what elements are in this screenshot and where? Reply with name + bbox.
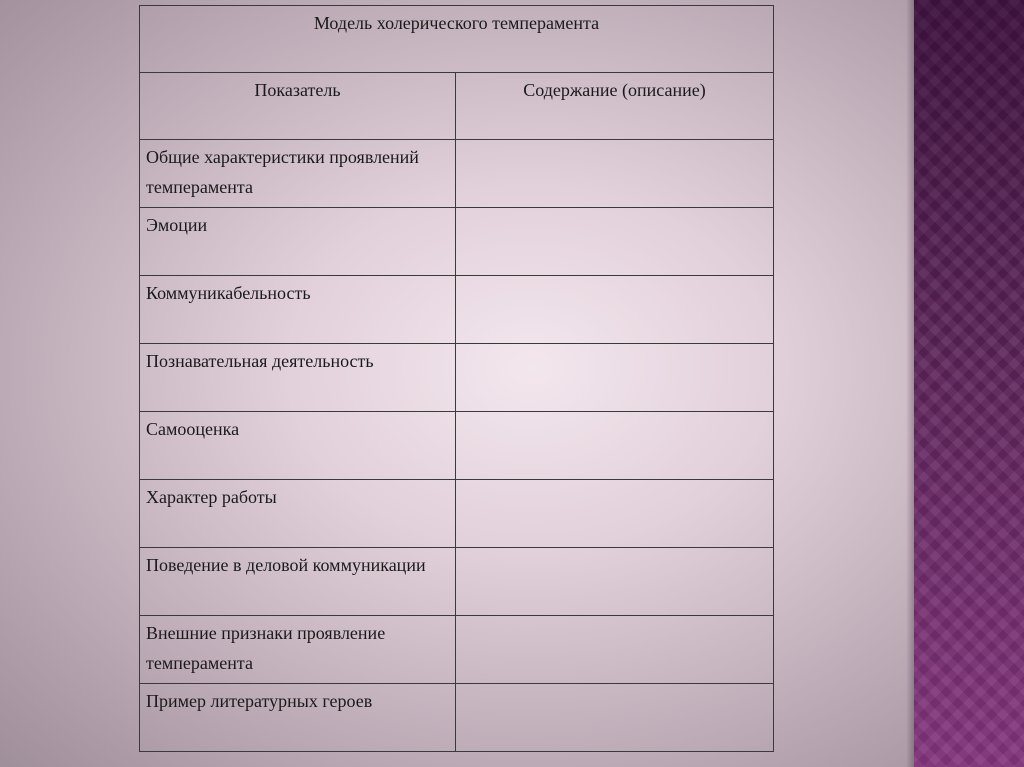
row-label: Внешние признаки проявление темперамента <box>140 616 456 684</box>
temperament-model-table <box>139 5 774 752</box>
row-label: Эмоции <box>140 208 456 276</box>
table-row <box>140 480 774 548</box>
table-title-row <box>140 6 774 73</box>
row-label: Характер работы <box>140 480 456 548</box>
row-label: Самооценка <box>140 412 456 480</box>
row-label: Коммуникабельность <box>140 276 456 344</box>
table-title: Модель холерического темперамента <box>140 6 774 73</box>
table-row <box>140 344 774 412</box>
row-content-cell <box>456 140 774 208</box>
table-row <box>140 208 774 276</box>
row-content-cell <box>456 548 774 616</box>
table-header-row <box>140 73 774 140</box>
table-row <box>140 684 774 752</box>
row-content-cell <box>456 276 774 344</box>
table-row <box>140 412 774 480</box>
row-content-cell <box>456 208 774 276</box>
column-header-content: Содержание (описание) <box>456 73 774 140</box>
row-content-cell <box>456 344 774 412</box>
column-header-indicator: Показатель <box>140 73 456 140</box>
row-label: Пример литературных героев <box>140 684 456 752</box>
row-content-cell <box>456 412 774 480</box>
row-content-cell <box>456 684 774 752</box>
table-row <box>140 548 774 616</box>
table-row <box>140 276 774 344</box>
row-label: Общие характеристики проявлений темперамента <box>140 140 456 208</box>
table-row <box>140 140 774 208</box>
table-row <box>140 616 774 684</box>
row-content-cell <box>456 616 774 684</box>
row-label: Познавательная деятельность <box>140 344 456 412</box>
decorative-side-band <box>914 0 1024 767</box>
row-label: Поведение в деловой коммуникации <box>140 548 456 616</box>
row-content-cell <box>456 480 774 548</box>
